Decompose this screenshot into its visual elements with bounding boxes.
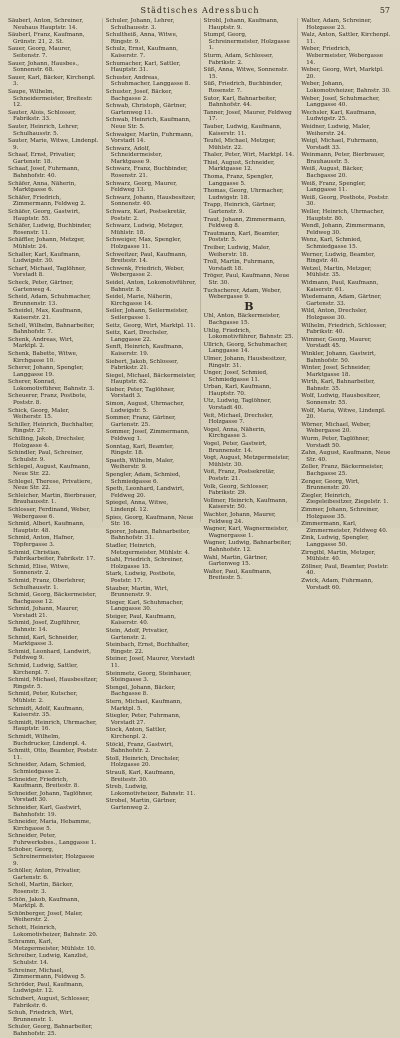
directory-entry: Wagner, Karl, Wagnermeister, Wagnergasse 1. [203, 526, 289, 539]
page-number: 57 [379, 6, 390, 15]
directory-entry: Schreiber, Ludwig, Kanzlist, Schulstr. 14. [8, 953, 88, 966]
directory-entry: Schwarz, Karl, Postsekretär, Poststr. 2. [105, 209, 187, 222]
directory-entry: Säuberl, Anton, Schreiner, Neuhaus Hauptstr. 14. [8, 18, 84, 31]
directory-entry: Stern, Michael, Kaufmann, Marktpl. 5. [105, 699, 183, 712]
directory-entry: Steinbach, Ernst, Buchhalter, Ringstr. 22. [105, 642, 190, 655]
directory-entry: Werner, Ludwig, Beamter, Ringstr. 40. [301, 251, 376, 265]
directory-entry: Winkler, Johann, Gastwirt, Bahnhofstr. 50. [301, 350, 376, 364]
directory-entry: Tröger, Paul, Kaufmann, Neue Str. 30. [203, 273, 290, 286]
directory-entry: Walter, Adam, Schreiner, Holzgasse 23. [301, 18, 372, 31]
column-divider [297, 18, 298, 522]
directory-entry: Senft, Heinrich, Kaufmann, Kaiserstr. 19. [105, 344, 184, 357]
directory-entry: Schramm, Karl, Metzgermeister, Mühlstr. 10. [8, 939, 96, 952]
directory-entry: Schäfer, Friedrich, Zimmermann, Feldweg 2. [8, 194, 86, 208]
directory-entry: Schell, Wilhelm, Bahnarbeiter, Bahnhofstr. 7. [8, 322, 95, 336]
directory-entry: Ulmer, Johann, Hausbesitzer, Ringstr. 31. [203, 355, 287, 369]
directory-entry: Sommer, Franz, Gärtner, Gartenstr. 25. [105, 415, 176, 428]
directory-entry: Schneider, Peter, Fuhrwerksbes., Langgasse 1. [8, 833, 97, 846]
directory-entry: Wetzel, Martin, Metzger, Mühlstr. 35. [301, 265, 372, 279]
directory-column-3 [203, 18, 295, 582]
directory-entry: Thaler, Peter, Wirt, Marktpl. 14. [203, 152, 294, 159]
directory-entry: Schott, Heinrich, Lokomotivheizer, Bahnstr. 20. [8, 925, 98, 938]
directory-entry: Schumacher, Karl, Sattler, Hauptstr. 31. [105, 60, 181, 74]
directory-entry: Zeller, Franz, Bäckermeister, Bachgasse 25. [301, 464, 384, 477]
directory-entry: Sieber, Peter, Taglöhner, Vorstadt 3. [105, 386, 175, 400]
directory-entry: Wild, Anton, Drechsler, Holzgasse 30. [301, 308, 368, 321]
directory-entry: Traut, Johann, Zimmermann, Feldweg 8. [203, 216, 286, 230]
directory-entry: Tanner, Josef, Maurer, Feldweg 17. [203, 109, 292, 123]
directory-entry: Schmid, Karl, Schneider, Marktgasse 3. [8, 634, 79, 648]
directory-entry: Schwarz, Ludwig, Metzger, Mühlstr. 18. [105, 223, 184, 236]
directory-entry: Sauer, Johann, Hausbes., Sonnenstr. 68. [8, 60, 80, 74]
directory-entry: Wilhelm, Friedrich, Schlosser, Fabrikstr. 40. [301, 322, 387, 336]
directory-entry: Steiner, Josef, Maurer, Vorstadt 11. [105, 656, 195, 670]
directory-entry: Ziegler, Heinrich, Ziegeleibesitzer, Ziegelstr. 1. [301, 492, 389, 506]
directory-entry: Schwenk, Friedrich, Weber, Webergasse 2. [105, 265, 185, 279]
directory-entry: Weller, Heinrich, Uhrmacher, Hauptstr. 80. [301, 209, 385, 222]
directory-entry: Vollmer, Heinrich, Kaufmann, Kaiserstr. 50. [203, 497, 288, 511]
directory-entry: Ullrich, Georg, Schuhmacher, Langgasse 14. [203, 341, 288, 355]
directory-entry: Thoma, Franz, Spengler, Langgasse 5. [203, 174, 274, 187]
directory-entry: Schmid, Leonhard, Landwirt, Feldweg 9. [8, 648, 92, 662]
directory-entry: Zahn, August, Kaufmann, Neue Str. 40. [301, 450, 391, 463]
directory-entry: Tauber, Ludwig, Kaufmann, Kaiserstr. 11. [203, 123, 282, 137]
directory-entry: Steiger, Paul, Kaufmann, Kaiserstr. 40. [105, 613, 177, 627]
directory-entry: Weber, Johann, Lokomotivheizer, Bahnstr. 30. [301, 81, 391, 94]
directory-entry: Stumpf, Georg, Schreinermeister, Holzgasse 1. [203, 32, 290, 52]
directory-entry: Stengel, Johann, Bäcker, Bachgasse 8. [105, 684, 176, 698]
directory-entry: Schwarz, Franz, Buchbinder, Rosenstr. 21. [105, 166, 188, 180]
directory-entry: Spengler, Adam, Schmied, Schmiedgasse 6. [105, 472, 181, 485]
directory-entry: Schön, Jakob, Kaufmann, Marktpl. 8. [8, 896, 80, 910]
directory-entry: Schwaiger, Martin, Fuhrmann, Vorstadt 14. [105, 131, 194, 145]
directory-entry: Streb, Ludwig, Lokomotivheizer, Bahnstr. 11. [105, 784, 196, 797]
directory-entry: Schwarz, Johann, Hausbesitzer, Sonnenstr. 40. [105, 194, 196, 208]
directory-entry: Voit, Franz, Postsekretär, Poststr. 21. [203, 469, 275, 482]
directory-entry: Wolf, Ludwig, Hausbesitzer, Sonnenstr. 55. [301, 393, 381, 407]
directory-entry: Schmid, Anton, Hafner, Töpfergasse 3. [8, 535, 75, 548]
directory-entry: Schilling, Jakob, Drechsler, Holzgasse 4. [8, 436, 85, 449]
directory-entry: Schenk, Andreas, Wirt, Marktpl. 2. [8, 336, 74, 350]
directory-entry: Treiber, Ludwig, Maler, Weiherstr. 18. [203, 245, 271, 258]
directory-entry: Stock, Anton, Sattler, Kirchenpl. 2. [105, 727, 167, 740]
directory-entry: Süß, Friedrich, Buchbinder, Rosenstr. 7. [203, 81, 283, 94]
directory-entry: Schmid, Ludwig, Sattler, Kirchenpl. 7. [8, 663, 79, 676]
directory-entry: Schenk, Babette, Witwe, Kirchgasse 10. [8, 350, 78, 364]
directory-entry: Schmid, Elise, Witwe, Sonnenstr. 2. [8, 563, 70, 577]
directory-entry: Schwab, Heinrich, Kaufmann, Neue Str. 5. [105, 117, 191, 130]
directory-entry: Schlosser, Ferdinand, Weber, Webergasse 6. [8, 506, 91, 520]
directory-entry: Schmid, Franz, Oberlehrer, Schulhausstr. 1. [8, 577, 86, 591]
directory-entry: Seidel, Marie, Näherin, Kirchgasse 14. [105, 294, 173, 307]
directory-entry: Stiegler, Peter, Fuhrmann, Vorstadt 27. [105, 713, 181, 726]
directory-entry: Sauter, Marie, Witwe, Lindenpl. 9. [8, 138, 99, 151]
directory-entry: Wurm, Peter, Taglöhner, Vorstadt 50. [301, 436, 370, 449]
directory-entry: Tuchscherer, Adam, Weber, Webergasse 9. [203, 287, 282, 301]
directory-entry: Schuster, Josef, Bäcker, Bachgasse 2. [105, 88, 173, 102]
directory-entry: Scheid, Adam, Schuhmacher, Brunnenstr. 13. [8, 294, 91, 307]
directory-entry: Seiler, Johann, Seilermeister, Seilergasse 1. [105, 308, 189, 321]
directory-entry: Volk, Georg, Schlosser, Fabrikstr. 29. [203, 483, 269, 497]
directory-entry: Scheidel, Max, Kaufmann, Kaiserstr. 21. [8, 308, 83, 321]
directory-entry: Scholl, Martin, Bäcker, Rosenstr. 3. [8, 882, 74, 896]
directory-entry: Siebert, Jakob, Schlosser, Fabrikstr. 21. [105, 358, 179, 372]
directory-entry: Veit, Michael, Drechsler, Holzgasse 7. [203, 412, 274, 426]
directory-entry: Thiel, August, Schneider, Marktgasse 12. [203, 159, 275, 173]
directory-entry: Steinmetz, Georg, Steinhauer, Steingasse 3. [105, 670, 192, 684]
directory-entry: Schäfer, Anna, Näherin, Marktgasse 6. [8, 180, 77, 194]
directory-entry: Seitz, Karl, Drechsler, Langgasse 22. [105, 330, 168, 343]
directory-entry: Spaeth, Wilhelm, Maler, Weiherstr. 9. [105, 457, 175, 471]
directory-entry: Scherer, Johann, Spengler, Langgasse 19. [8, 365, 84, 378]
directory-entry: Schick, Georg, Maler, Weiherstr. 15. [8, 407, 70, 421]
directory-entry: Schleicher, Martin, Bierbrauer, Brauhausstr. 1. [8, 492, 97, 506]
directory-entry: Schneider, Johann, Taglöhner, Vorstadt 30. [8, 790, 93, 804]
directory-entry: Wachter, Johann, Maurer, Feldweg 24. [203, 511, 276, 525]
directory-entry: Steger, Karl, Schuhmacher, Langgasse 30. [105, 599, 184, 613]
directory-entry: Schäfer, Ludwig, Buchbinder, Rosenstr. 11. [8, 223, 92, 236]
directory-entry: Zöllner, Paul, Beamter, Poststr. 40. [301, 563, 389, 577]
directory-entry: Schäffler, Johann, Metzger, Mühlstr. 24. [8, 237, 85, 250]
directory-entry: Weber, Georg, Wirt, Marktpl. 20. [301, 67, 384, 80]
directory-columns [8, 18, 392, 1037]
directory-entry: Speth, Leonhard, Landwirt, Feldweg 20. [105, 486, 185, 499]
directory-entry: Sonntag, Karl, Beamter, Ringstr. 18. [105, 443, 174, 457]
directory-entry: Winter, Josef, Schneider, Marktgasse 18. [301, 365, 371, 378]
directory-entry: Strobl, Johann, Kaufmann, Hauptstr. 9. [203, 18, 279, 31]
directory-entry: Süß, Anna, Witwe, Sonnenstr. 15. [203, 67, 288, 80]
directory-entry: Utz, Ludwig, Taglöhner, Vorstadt 40. [203, 398, 272, 412]
directory-entry: Spies, Georg, Kaufmann, Neue Str. 16. [105, 514, 194, 528]
directory-entry: Schäfer, Georg, Gastwirt, Hauptstr. 55. [8, 209, 81, 222]
directory-entry: Schmitt, Otto, Beamter, Poststr. 11. [8, 748, 98, 761]
directory-entry: Weiß, August, Bäcker, Bachgasse 20. [301, 166, 364, 180]
directory-entry: Weiß, Georg, Postbote, Poststr. 30. [301, 194, 389, 208]
directory-entry: Schweitzer, Paul, Kaufmann, Breitestr. 14. [105, 251, 187, 265]
directory-entry: Scheck, Peter, Gärtner, Gartenweg 4. [8, 279, 74, 293]
directory-entry: Schmid, Josef, Zugführer, Bahnstr. 14. [8, 620, 81, 634]
directory-entry: Schneider, Adam, Schmied, Schmiedgasse 2. [8, 762, 86, 775]
directory-entry: Wahl, Martin, Gärtner, Gartenweg 15. [203, 554, 268, 568]
directory-entry: Zirngibl, Martin, Metzger, Mühlstr. 40. [301, 549, 376, 563]
directory-entry: Schulz, Ernst, Kaufmann, Kaiserstr. 7. [105, 46, 179, 59]
directory-entry: Schneider, Maria, Hebamme, Kirchgasse 5. [8, 819, 91, 832]
directory-entry: Schmid, Michael, Hausbesitzer, Ringstr. 5. [8, 677, 98, 690]
directory-entry: Zimmer, Johann, Schreiner, Holzgasse 35. [301, 506, 379, 520]
directory-entry: Schöller, Anton, Privatier, Gartenstr. 6. [8, 868, 81, 881]
directory-entry: Schuler, Georg, Bahnarbeiter, Bahnhofstr. 25. [8, 1024, 93, 1037]
directory-entry: Strauß, Karl, Kaufmann, Breitestr. 30. [105, 769, 176, 783]
directory-entry: Schaaf, Josef, Fuhrmann, Bahnhofstr. 40. [8, 166, 80, 180]
directory-entry: Unger, Josef, Schmied, Schmiedgasse 11. [203, 370, 268, 383]
directory-entry: Vogt, August, Metzgermeister, Mühlstr. 30. [203, 455, 290, 468]
directory-entry: Vogel, Peter, Gastwirt, Brunnenstr. 14. [203, 441, 267, 454]
directory-entry: Wechsler, Karl, Kaufmann, Ludwigstr. 25. [301, 109, 377, 123]
directory-entry: Sauer, Karl, Bäcker, Kirchenpl. 3. [8, 74, 96, 88]
page-header [0, 4, 400, 18]
directory-entry: Sauter, Heinrich, Lehrer, Schulhausstr. 5. [8, 123, 79, 137]
directory-entry: Trautmann, Karl, Beamter, Poststr. 5. [203, 230, 280, 244]
directory-entry: Schuster, Andreas, Schuhmacher, Langgasse 8. [105, 74, 191, 88]
directory-entry: Stöckl, Franz, Gastwirt, Bahnhofstr. 2. [105, 741, 174, 755]
directory-entry: Uhl, Anton, Bäckermeister, Bachgasse 15. [203, 313, 281, 326]
directory-entry: Scharf, Michael, Taglöhner, Vorstadt 8. [8, 265, 86, 279]
directory-entry: Schönberger, Josef, Maler, Weiherstr. 2. [8, 910, 83, 924]
directory-entry: Sauter, Alois, Schlosser, Fabrikstr. 33. [8, 109, 76, 123]
directory-entry: Sporer, Johann, Bahnarbeiter, Bahnhofstr. 31. [105, 528, 191, 542]
directory-entry: Schmid, Peter, Kutscher, Mühlstr. 2. [8, 691, 78, 704]
directory-entry: Schneider, Karl, Gastwirt, Bahnhofstr. 19. [8, 804, 82, 818]
directory-entry: Schuler, Johann, Lehrer, Schulhausstr. 3. [105, 18, 175, 31]
directory-entry: Wirth, Karl, Bahnarbeiter, Bahnstr. 35. [301, 379, 376, 392]
directory-entry: Wörner, Michael, Weber, Webergasse 20. [301, 421, 371, 435]
directory-entry: Widmann, Paul, Kaufmann, Kaiserstr. 61. [301, 279, 379, 293]
directory-entry: Schubert, August, Schlosser, Fabrikstr. 6. [8, 995, 90, 1009]
directory-entry: Weigl, Michael, Fuhrmann, Vorstadt 33. [301, 138, 379, 151]
directory-entry: Siegel, Michael, Bäckermeister, Hauptstr. 62. [105, 372, 196, 386]
directory-entry: Schmidt, Heinrich, Uhrmacher, Hauptstr. 16. [8, 719, 97, 733]
directory-entry: Urban, Karl, Kaufmann, Hauptstr. 70. [203, 384, 272, 397]
directory-entry: Wendl, Johann, Zimmermann, Feldweg 30. [301, 223, 386, 236]
directory-entry: Schmid, Johann, Maurer, Vorstadt 21. [8, 606, 79, 619]
directory-entry: Thomas, Georg, Uhrmacher, Ludwigstr. 18. [203, 188, 284, 201]
directory-entry: Weber, Friedrich, Webermeister, Webergasse 14. [301, 46, 384, 66]
directory-entry: Stoll, Heinrich, Drechsler, Holzgasse 20. [105, 755, 180, 769]
directory-entry: Sturm, Adam, Schlosser, Fabrikstr. 2. [203, 52, 274, 66]
directory-entry: Sutor, Karl, Bahnarbeiter, Bahnhofstr. 44. [203, 95, 277, 109]
directory-entry: Uhlig, Friedrich, Lokomotivführer, Bahnstr. 25. [203, 327, 294, 341]
directory-entry: Schneider, Friedrich, Kaufmann, Breitestr. 8. [8, 776, 80, 790]
directory-entry: Stahl, Friedrich, Schreiner, Holzgasse 15. [105, 557, 184, 570]
directory-entry: Spiegel, Anna, Witwe, Lindenpl. 12. [105, 500, 169, 513]
directory-entry: Schindler, Paul, Schreiner, Schulstr. 9. [8, 450, 84, 463]
directory-entry: Schwarz, Adolf, Schneidermeister, Marktgasse 9. [105, 145, 163, 165]
directory-entry: Schuh, Friedrich, Wirt, Brunnenstr. 1. [8, 1010, 74, 1023]
directory-entry: Säuberl, Franz, Kaufmann, Grünstr. 21, 2. St. [8, 32, 85, 45]
directory-entry: Schultheiß, Anna, Witwe, Ringstr. 9. [105, 32, 178, 45]
directory-entry: Wolf, Maria, Witwe, Lindenpl. 20. [301, 407, 386, 421]
directory-entry: Schiller, Heinrich, Buchhalter, Ringstr. 27. [8, 421, 94, 435]
directory-entry: Seidel, Anton, Lokomotivführer, Bahnstr. 8. [105, 279, 197, 293]
directory-entry: Schmid, Christian, Fabrikarbeiter, Fabrikstr. 17. [8, 549, 96, 563]
column-divider [200, 18, 201, 522]
section-letter: B [244, 299, 254, 313]
directory-entry: Stadler, Heinrich, Metzgermeister, Mühlstr. 4. [105, 542, 190, 556]
directory-entry: Schaller, Karl, Kaufmann, Ludwigstr. 30. [8, 251, 81, 265]
running-title: Städtisches Adressbuch [140, 6, 260, 15]
directory-entry: Teufel, Michael, Metzger, Mühlstr. 22. [203, 138, 276, 151]
directory-entry: Sommer, Josef, Zimmermann, Feldweg 1. [105, 429, 190, 443]
directory-entry: Schlegel, Therese, Privatiere, Neue Str. 22. [8, 478, 93, 492]
directory-entry: Wimmer, Georg, Maurer, Vorstadt 45. [301, 336, 372, 350]
directory-entry: Weber, Josef, Schuhmacher, Langgasse 40. [301, 95, 380, 109]
directory-entry: Walz, Anton, Sattler, Kirchenpl. 11. [301, 32, 391, 45]
directory-entry: Zimmermann, Karl, Zimmermeister, Feldweg 40. [301, 521, 388, 534]
directory-column-1 [8, 18, 99, 1037]
directory-column-4 [301, 18, 392, 591]
directory-entry: Walter, Paul, Kaufmann, Breitestr. 5. [203, 568, 272, 582]
directory-entry: Wiedemann, Adam, Gärtner, Gartenstr. 33. [301, 294, 382, 307]
directory-entry: Vogel, Anna, Näherin, Kirchgasse 3. [203, 426, 266, 440]
directory-entry: Weinmann, Peter, Bierbrauer, Brauhausstr. 5. [301, 152, 385, 165]
directory-entry: Schmidt, Adolf, Kaufmann, Kaiserstr. 35. [8, 705, 85, 719]
directory-entry: Weidner, Ludwig, Maler, Weiherstr. 24. [301, 123, 371, 137]
directory-entry: Stein, Adolf, Privatier, Gartenstr. 2. [105, 628, 169, 641]
directory-entry: Schmid, Georg, Bäckermeister, Bachgasse 12. [8, 592, 97, 605]
directory-entry: Wenz, Karl, Schmied, Schmiedgasse 15. [301, 237, 362, 250]
directory-entry: Schaaf, Ernst, Privatier, Gartenstr. 18. [8, 152, 76, 165]
directory-entry: Schreiner, Michael, Zimmermann, Feldweg 5. [8, 967, 86, 981]
directory-entry: Stauber, Martin, Wirt, Brunnenstr. 9. [105, 585, 169, 599]
directory-column-2 [105, 18, 197, 811]
directory-entry: Simon, August, Uhrmacher, Ludwigstr. 5. [105, 401, 185, 414]
directory-entry: Schmidt, Wilhelm, Buchdrucker, Lindenpl. 4. [8, 733, 87, 747]
directory-entry: Saupe, Wilhelm, Schneidermeister, Breitestr. 12. [8, 88, 93, 109]
column-divider [102, 18, 103, 522]
directory-entry: Schlegel, August, Kaufmann, Neue Str. 22. [8, 464, 91, 477]
directory-entry: Scherer, Konrad, Lokomotivführer, Bahnstr. 3. [8, 379, 95, 392]
directory-entry: Trapp, Heinrich, Gärtner, Gartenstr. 9. [203, 202, 276, 216]
directory-entry: Sauer, Georg, Maurer, Seitenstr. 7. [8, 46, 72, 59]
directory-entry: Troll, Martin, Fuhrmann, Vorstadt 18. [203, 259, 275, 272]
directory-entry: Strobel, Martin, Gärtner, Gartenweg 2. [105, 798, 177, 811]
directory-entry: Wagner, Ludwig, Bahnarbeiter, Bahnhofstr. 12. [203, 540, 292, 553]
directory-entry: Schweiger, Max, Spengler, Holzgasse 11. [105, 237, 182, 250]
directory-entry: Scheuerer, Franz, Postbote, Poststr. 8. [8, 393, 87, 407]
directory-entry: Schröder, Paul, Kaufmann, Ludwigstr. 12. [8, 981, 84, 995]
directory-entry: Schmid, Albert, Kaufmann, Hauptstr. 48. [8, 521, 85, 534]
directory-entry: Zwick, Adam, Fuhrmann, Vorstadt 60. [301, 577, 373, 591]
directory-entry: Stark, Ludwig, Postbote, Poststr. 17. [105, 571, 176, 584]
directory-entry: Zink, Ludwig, Spengler, Langgasse 50. [301, 535, 369, 548]
directory-entry: Schwarz, Georg, Maurer, Feldweg 13. [105, 180, 178, 194]
directory-entry: Seitz, Georg, Wirt, Marktpl. 11. [105, 322, 196, 329]
directory-entry: Zenger, Georg, Wirt, Brunnenstr. 20. [301, 478, 360, 492]
directory-entry: Weiß, Franz, Spengler, Langgasse 11. [301, 180, 366, 194]
directory-entry: Schwab, Christoph, Gärtner, Gartenweg 11. [105, 103, 187, 116]
directory-entry: Schober, Georg, Schreinermeister, Holzgasse 9. [8, 847, 95, 867]
